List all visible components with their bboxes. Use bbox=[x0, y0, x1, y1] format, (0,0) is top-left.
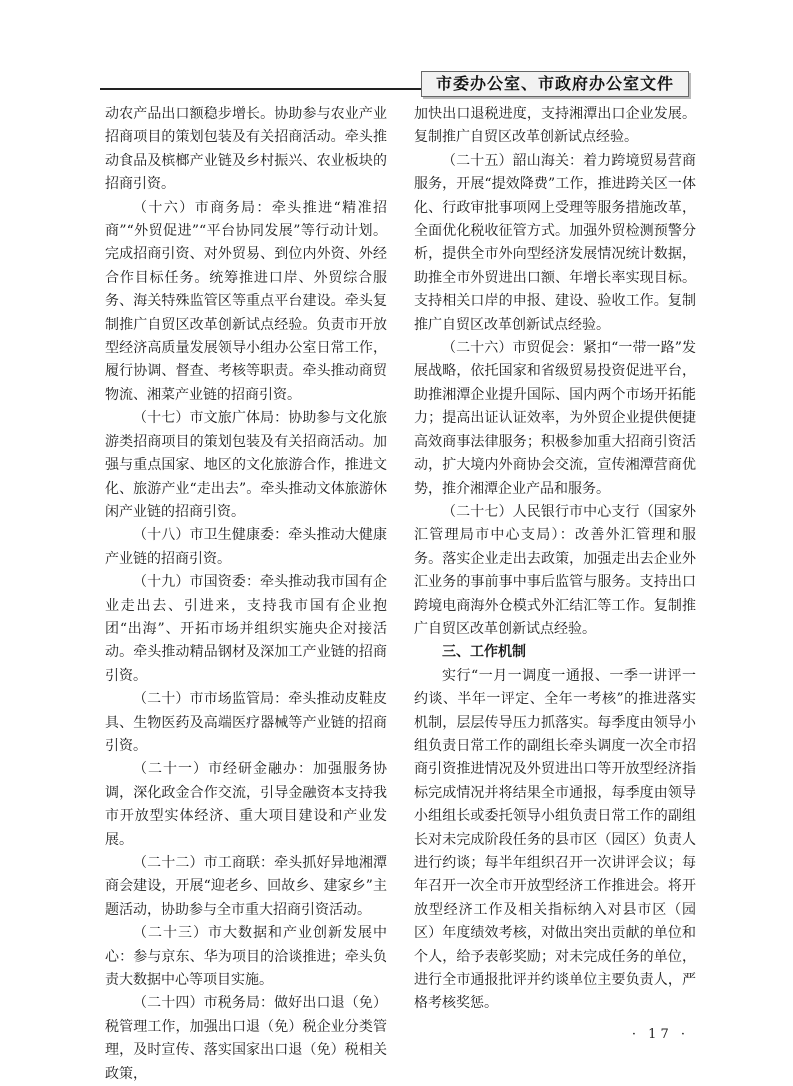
paragraph: 加快出口退税进度，支持湘潭出口企业发展。复制推广自贸区改革创新试点经验。 bbox=[414, 106, 696, 146]
paragraph: （二十五）韶山海关：着力跨境贸易营商服务，开展“提效降费”工作，推进跨关区一体化、行政审批事项网上受理等服务措施改革，全面优化税收征管方式。加强外贸检测预警分析，提供全市外向型经济发展情况统计数据，助推全市外贸进出口额、年增长率实现目标。支持相关口岸的申报、建设、验收工作。复制推广自贸区改革创新试点经验。 bbox=[414, 152, 696, 333]
header-title: 市委办公室、市政府办公室文件 bbox=[421, 71, 689, 97]
page-number: · 17 · bbox=[631, 1027, 689, 1042]
paragraph: （十七）市文旅广体局：协助参与文化旅游类招商项目的策划包装及有关招商活动。加强与重点国家、地区的文化旅游合作，推进文化、旅游产业“走出去”。牵头推动文体旅游休闲产业链的招商引资。 bbox=[105, 410, 387, 520]
right-column bbox=[414, 103, 696, 1016]
section-heading: 三、工作机制 bbox=[442, 644, 526, 661]
paragraph: （十九）市国资委：牵头推动我市国有企业走出去、引进来，支持我市国有企业抱团“出海”、开拓市场并组织实施央企对接活动。牵头推动精品钢材及深加工产业链的招商引资。 bbox=[105, 574, 387, 684]
paragraph: （二十六）市贸促会：紧扣“一带一路”发展战略，依托国家和省级贸易投资促进平台，助推湘潭企业提升国际、国内两个市场开拓能力；提高出证认证效率，为外贸企业提供便捷高效商事法律服务；积极参加重大招商引资活动，扩大境内外商协会交流，宣传湘潭营商优势，推介湘潭企业产品和服务。 bbox=[414, 340, 696, 497]
paragraph: （二十七）人民银行市中心支行（国家外汇管理局市中心支局）：改善外汇管理和服务。落实企业走出去政策，加强走出去企业外汇业务的事前事中事后监管与服务。支持出口跨境电商海外仓模式外汇结汇等工作。复制推广自贸区改革创新试点经验。 bbox=[414, 503, 696, 637]
paragraph: （十六）市商务局：牵头推进“精准招商”“外贸促进”“平台协同发展”等行动计划。完成招商引资、对外贸易、到位内外资、外经合作目标任务。统筹推进口岸、外贸综合服务、海关特殊监管区等重点平台建设。牵头复制推广自贸区改革创新试点经验。负责市开放型经济高质量发展领导小组办公室日常工作，履行协调、督查、考核等职责。牵头推动商贸物流、湘菜产业链的招商引资。 bbox=[105, 199, 387, 403]
paragraph: （二十一）市经研金融办：加强服务协调，深化政金合作交流，引导金融资本支持我市开放型实体经济、重大项目建设和产业发展。 bbox=[105, 761, 387, 848]
paragraph: 动农产品出口额稳步增长。协助参与农业产业招商项目的策划包装及有关招商活动。牵头推动食品及槟榔产业链及乡村振兴、农业板块的招商引资。 bbox=[105, 106, 387, 193]
paragraph: （二十二）市工商联：牵头抓好异地湘潭商会建设，开展“迎老乡、回故乡、建家乡”主题活动，协助参与全市重大招商引资活动。 bbox=[105, 855, 387, 918]
paragraph: （十八）市卫生健康委：牵头推动大健康产业链的招商引资。 bbox=[105, 527, 387, 567]
paragraph: 实行“一月一调度一通报、一季一讲评一约谈、半年一评定、全年一考核”的推进落实机制，层层传导压力抓落实。每季度由领导小组负责日常工作的副组长牵头调度一次全市招商引资推进情况及外贸进出口等开放型经济指标完成情况并将结果全市通报，每季度由领导小组组长或委托领导小组负责日常工作的副组长对未完成阶段任务的县市区（园区）负责人进行约谈；每半年组织召开一次讲评会议；每年召开一次全市开放型经济工作推进会。将开放型经济工作及相关指标纳入对县市区（园区）年度绩效考核，对做出突出贡献的单位和个人，给予表彰奖励；对未完成任务的单位，进行全市通报批评并约谈单位主要负责人，严格考核奖惩。 bbox=[414, 667, 696, 1012]
left-column bbox=[105, 103, 387, 1086]
paragraph: （二十）市市场监管局：牵头推动皮鞋皮具、生物医药及高端医疗器械等产业链的招商引资。 bbox=[105, 691, 387, 754]
paragraph: （二十四）市税务局：做好出口退（免）税管理工作，加强出口退（免）税企业分类管理，及时宣传、落实国家出口退（免）税相关政策， bbox=[105, 995, 387, 1082]
paragraph: （二十三）市大数据和产业创新发展中心：参与京东、华为项目的洽谈推进；牵头负责大数据中心等项目实施。 bbox=[105, 925, 387, 989]
